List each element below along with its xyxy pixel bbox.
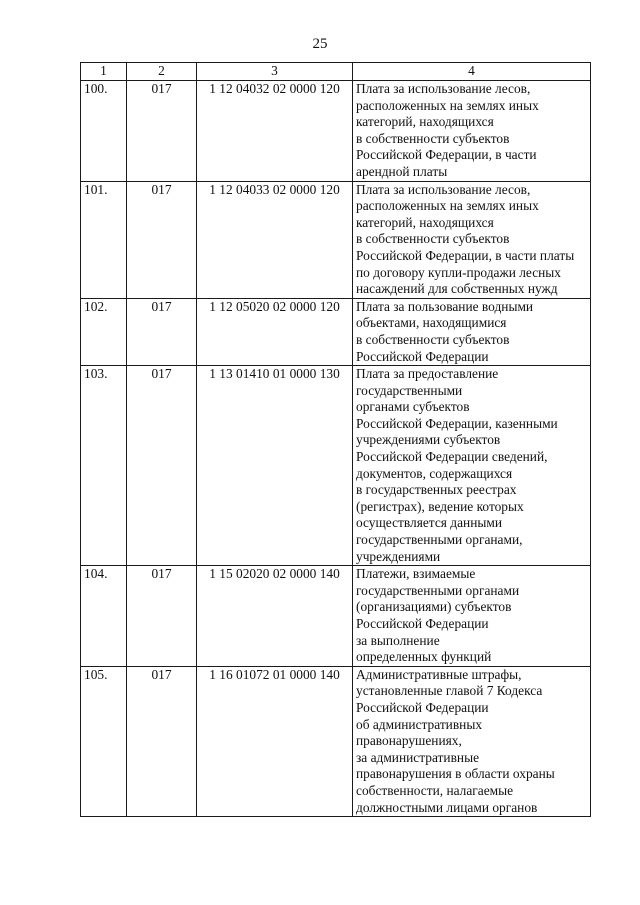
description-line: государственными (356, 382, 463, 398)
description-line: установленные главой 7 Кодекса (356, 683, 543, 699)
budget-code-cell: 1 13 01410 01 0000 130 (197, 366, 353, 566)
column-header-3: 3 (197, 63, 353, 81)
description-cell (353, 366, 591, 566)
column-header-1: 1 (81, 63, 127, 81)
description-line: объектами, находящимися (356, 315, 507, 331)
column-header-2: 2 (127, 63, 197, 81)
description-cell (353, 81, 591, 182)
description-line: в собственности субъектов (356, 331, 510, 347)
description-line: собственности, налагаемые (356, 782, 514, 798)
budget-code-cell: 1 16 01072 01 0000 140 (197, 666, 353, 816)
description-line: учреждениями (356, 548, 441, 564)
description-line: расположенных на землях иных (356, 198, 539, 214)
description-line: Плата за использование лесов, (356, 81, 531, 96)
description-line: государственными органами, (356, 532, 523, 548)
page-number: 25 (312, 36, 328, 52)
description-line: категорий, находящихся (356, 114, 494, 130)
admin-code-cell: 017 (127, 298, 197, 365)
description-cell (353, 566, 591, 667)
description-line: учреждениями субъектов (356, 432, 501, 448)
budget-code-cell: 1 15 02020 02 0000 140 (197, 566, 353, 667)
description-line: правонарушениях, (356, 733, 462, 749)
description-line: Плата за предоставление (356, 366, 499, 382)
description-line: за выполнение (356, 632, 440, 648)
description-line: по договору купли-продажи лесных (356, 264, 561, 280)
description-line: за административные (356, 749, 480, 765)
description-line: осуществляется данными (356, 515, 502, 531)
description-line: Плата за пользование водными (356, 298, 534, 314)
table-row (81, 566, 591, 667)
description-line: государственными органами (356, 582, 520, 598)
description-cell (353, 666, 591, 816)
budget-code-cell: 1 12 04033 02 0000 120 (197, 181, 353, 298)
description-line: Плата за использование лесов, (356, 181, 531, 197)
description-line: категорий, находящихся (356, 214, 494, 230)
table-row (81, 181, 591, 298)
table-row (81, 366, 591, 566)
description-cell (353, 181, 591, 298)
description-line: Российской Федерации (356, 348, 489, 364)
description-line: правонарушения в области охраны (356, 766, 555, 782)
description-line: документов, содержащихся (356, 465, 513, 481)
description-cell (353, 298, 591, 365)
description-line: Российской Федерации, казенными (356, 415, 558, 431)
description-line: Российской Федерации сведений, (356, 449, 548, 465)
admin-code-cell: 017 (127, 81, 197, 182)
description-line: в собственности субъектов (356, 231, 510, 247)
description-line: арендной платы (356, 163, 448, 179)
column-header-4: 4 (353, 63, 591, 81)
description-line: расположенных на землях иных (356, 97, 539, 113)
header-row (81, 63, 591, 81)
table-row (81, 81, 591, 182)
table-row (81, 666, 591, 816)
budget-code-cell: 1 12 04032 02 0000 120 (197, 81, 353, 182)
row-number-cell: 105. (81, 666, 127, 816)
description-line: об административных (356, 716, 483, 732)
row-number-cell: 101. (81, 181, 127, 298)
admin-code-cell: 017 (127, 181, 197, 298)
description-line: Российской Федерации, в части (356, 147, 537, 163)
description-line: Платежи, взимаемые (356, 566, 476, 582)
description-line: Российской Федерации (356, 699, 489, 715)
admin-code-cell: 017 (127, 666, 197, 816)
description-line: в государственных реестрах (356, 482, 517, 498)
description-line: насаждений для собственных нужд (356, 281, 558, 297)
table-header (81, 63, 591, 81)
description-line: Российской Федерации (356, 616, 489, 631)
admin-code-cell: 017 (127, 366, 197, 566)
budget-codes-table (80, 62, 591, 817)
description-line: Российской Федерации, в части платы (356, 247, 575, 263)
description-line: органами субъектов (356, 399, 470, 415)
description-line: (организациями) субъектов (356, 599, 512, 615)
description-line: должностными лицами органов (356, 799, 538, 815)
description-line: определенных функций (356, 649, 492, 665)
table-row (81, 298, 591, 365)
admin-code-cell: 017 (127, 566, 197, 667)
row-number-cell: 104. (81, 566, 127, 667)
row-number-cell: 103. (81, 366, 127, 566)
row-number-cell: 100. (81, 81, 127, 182)
budget-code-cell: 1 12 05020 02 0000 120 (197, 298, 353, 365)
description-line: Административные штрафы, (356, 666, 522, 682)
table-body (81, 81, 591, 817)
row-number-cell: 102. (81, 298, 127, 365)
description-line: в собственности субъектов (356, 130, 510, 146)
description-line: (регистрах), ведение которых (356, 498, 524, 514)
